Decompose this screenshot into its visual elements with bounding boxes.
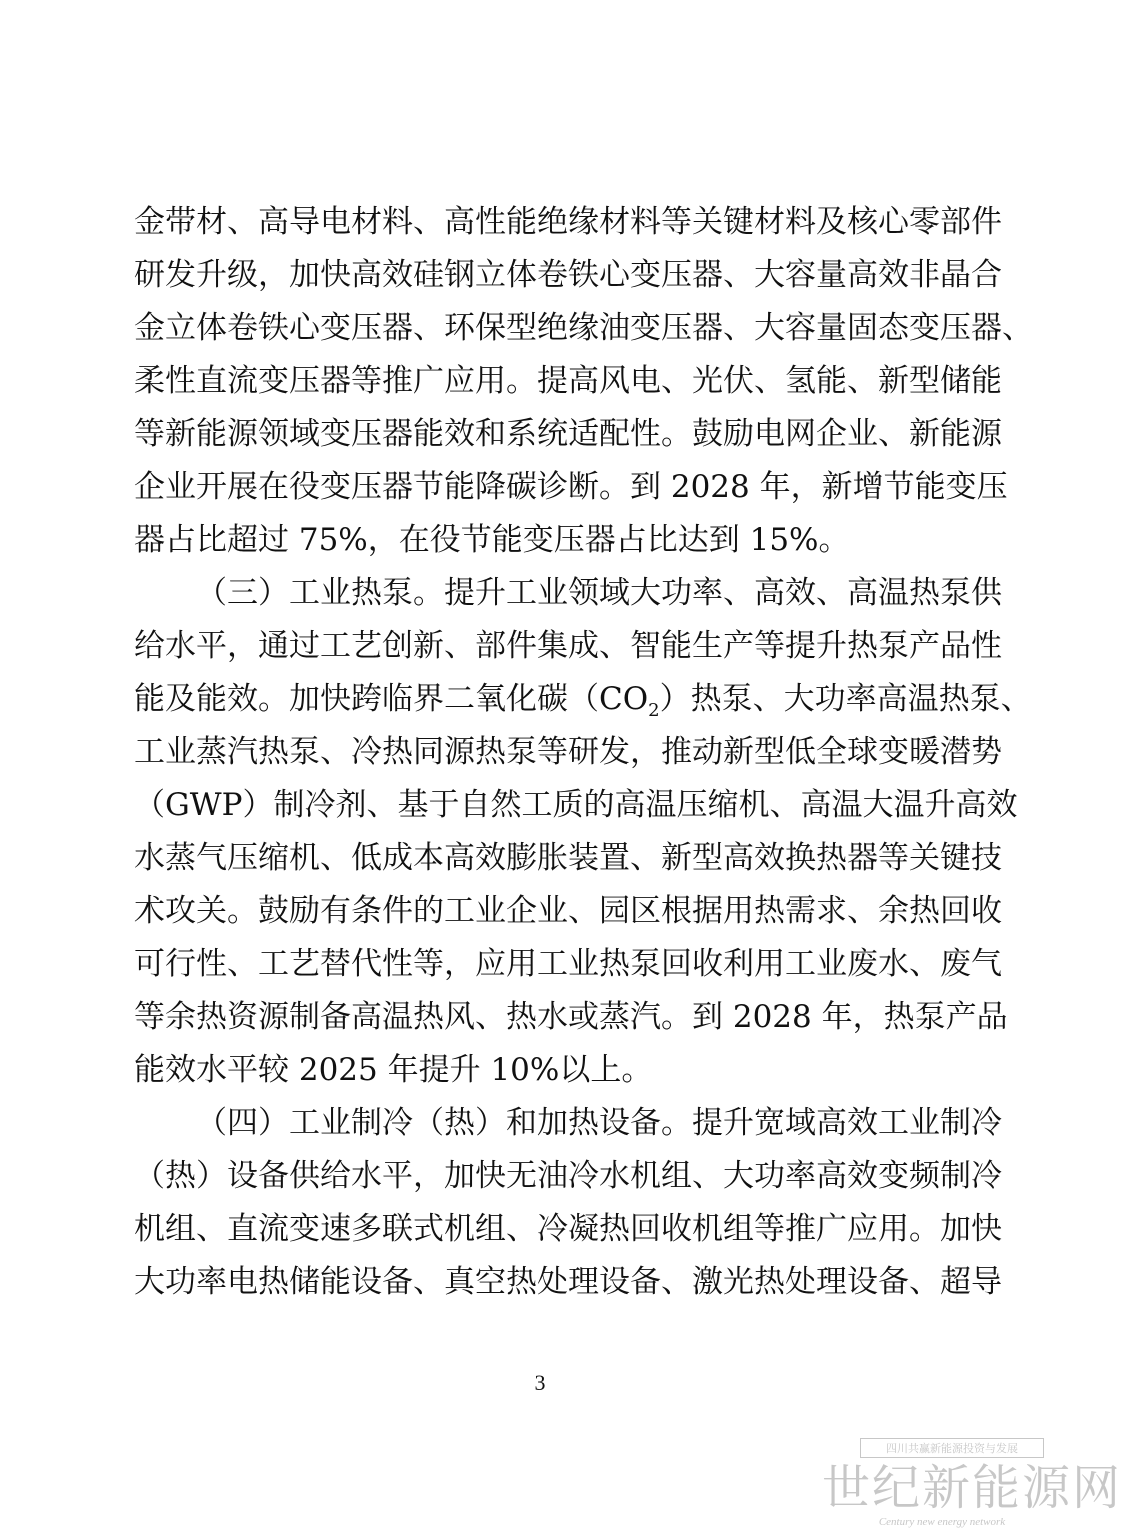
text-line: 水蒸气压缩机、低成本高效膨胀装置、新型高效换热器等关键技 bbox=[134, 840, 1002, 876]
text-line: 等余热资源制备高温热风、热水或蒸汽。到 2028 年，热泵产品 bbox=[134, 999, 1008, 1035]
text-line: 企业开展在役变压器节能降碳诊断。到 2028 年，新增节能变压 bbox=[134, 469, 1008, 505]
text-line: 器占比超过 75%，在役节能变压器占比达到 15%。 bbox=[134, 522, 850, 558]
text-line: 金立体卷铁心变压器、环保型绝缘油变压器、大容量固态变压器、 bbox=[134, 310, 1033, 346]
text-line: 术攻关。鼓励有条件的工业企业、园区根据用热需求、余热回收 bbox=[134, 893, 1002, 929]
text-line: 给水平，通过工艺创新、部件集成、智能生产等提升热泵产品性 bbox=[134, 628, 1002, 664]
page-number: 3 bbox=[534, 1370, 546, 1395]
text-line: 大功率电热储能设备、真空热处理设备、激光热处理设备、超导 bbox=[134, 1264, 1002, 1300]
watermark-logo-text: 世纪新能源网 bbox=[822, 1460, 1122, 1516]
text-line: 工业蒸汽热泵、冷热同源热泵等研发，推动新型低全球变暖潜势 bbox=[134, 734, 1002, 770]
body-text bbox=[134, 196, 1033, 1309]
subscript: 2 bbox=[648, 700, 660, 722]
text-segment: 能及能效。加快跨临界二氧化碳（CO bbox=[134, 681, 649, 717]
text-line: （热）设备供给水平，加快无油冷水机组、大功率高效变频制冷 bbox=[134, 1158, 1002, 1194]
text-line-with-formula bbox=[134, 673, 1032, 726]
watermark-top-text: 四川共赢新能源投资与发展 bbox=[860, 1438, 1044, 1458]
text-segment: ）热泵、大功率高温热泵、 bbox=[659, 681, 1032, 717]
watermark bbox=[822, 1438, 1122, 1528]
text-line: 金带材、高导电材料、高性能绝缘材料等关键材料及核心零部件 bbox=[134, 204, 1002, 240]
section-heading-line: （四）工业制冷（热）和加热设备。提升宽域高效工业制冷 bbox=[196, 1105, 1002, 1141]
text-line: 可行性、工艺替代性等，应用工业热泵回收利用工业废水、废气 bbox=[134, 946, 1002, 982]
text-line: 柔性直流变压器等推广应用。提高风电、光伏、氢能、新型储能 bbox=[134, 363, 1002, 399]
section-heading-line: （三）工业热泵。提升工业领域大功率、高效、高温热泵供 bbox=[196, 575, 1002, 611]
text-line: 能效水平较 2025 年提升 10%以上。 bbox=[134, 1052, 653, 1088]
text-line: 等新能源领域变压器能效和系统适配性。鼓励电网企业、新能源 bbox=[134, 416, 1002, 452]
text-line: 研发升级，加快高效硅钢立体卷铁心变压器、大容量高效非晶合 bbox=[134, 257, 1002, 293]
text-line: （GWP）制冷剂、基于自然工质的高温压缩机、高温大温升高效 bbox=[134, 787, 1018, 823]
text-line: 机组、直流变速多联式机组、冷凝热回收机组等推广应用。加快 bbox=[134, 1211, 1002, 1247]
watermark-sub-text: Century new energy network bbox=[878, 1516, 1006, 1528]
